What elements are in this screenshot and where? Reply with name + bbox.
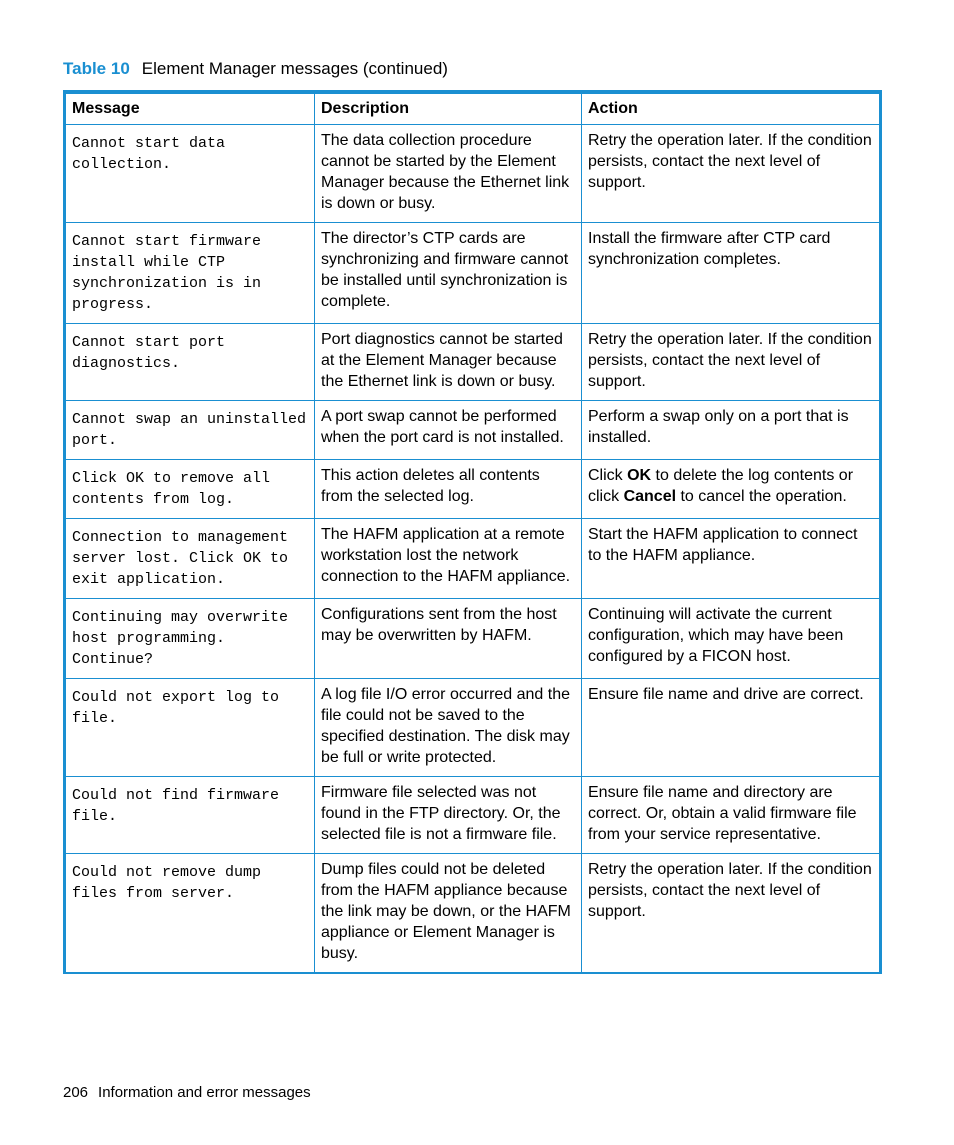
message-cell: Cannot start port diagnostics.	[65, 324, 315, 401]
column-header-message: Message	[65, 92, 315, 125]
table-row	[65, 460, 881, 519]
table-row	[65, 401, 881, 460]
action-cell: Continuing will activate the current configuration, which may have been configured by a FICON host.	[582, 599, 881, 679]
description-cell: The data collection procedure cannot be started by the Element Manager because the Ethernet link is down or busy.	[315, 125, 582, 223]
message-cell: Cannot swap an uninstalled port.	[65, 401, 315, 460]
table-title: Element Manager messages (continued)	[141, 59, 448, 78]
message-cell: Could not remove dump files from server.	[65, 854, 315, 974]
description-cell: Dump files could not be deleted from the HAFM appliance because the link may be down, or the HAFM appliance or Element Manager is busy.	[315, 854, 582, 974]
message-cell: Could not export log to file.	[65, 679, 315, 777]
message-cell: Cannot start data collection.	[65, 125, 315, 223]
description-cell: A port swap cannot be performed when the port card is not installed.	[315, 401, 582, 460]
description-cell: Port diagnostics cannot be started at the Element Manager because the Ethernet link is down or busy.	[315, 324, 582, 401]
page-number: 206	[63, 1084, 89, 1101]
description-cell: This action deletes all contents from the selected log.	[315, 460, 582, 519]
table-row	[65, 679, 881, 777]
ok-keyword: OK	[627, 467, 652, 484]
message-cell: Connection to management server lost. Click OK to exit application.	[65, 519, 315, 599]
action-cell	[582, 460, 881, 519]
table-number: Table 10	[63, 59, 130, 78]
table-row	[65, 125, 881, 223]
table-row	[65, 777, 881, 854]
description-cell: A log file I/O error occurred and the file could not be saved to the specified destination. The disk may be full or write protected.	[315, 679, 582, 777]
action-cell: Retry the operation later. If the condition persists, contact the next level of support.	[582, 854, 881, 974]
message-cell: Could not find firmware file.	[65, 777, 315, 854]
action-cell: Ensure file name and directory are correct. Or, obtain a valid firmware file from your service representative.	[582, 777, 881, 854]
action-cell: Retry the operation later. If the condition persists, contact the next level of support.	[582, 324, 881, 401]
action-text: to cancel the operation.	[676, 488, 847, 505]
action-cell: Retry the operation later. If the condition persists, contact the next level of support.	[582, 125, 881, 223]
action-cell: Ensure file name and drive are correct.	[582, 679, 881, 777]
action-cell: Start the HAFM application to connect to the HAFM appliance.	[582, 519, 881, 599]
description-cell: The HAFM application at a remote workstation lost the network connection to the HAFM appliance.	[315, 519, 582, 599]
message-cell: Click OK to remove all contents from log.	[65, 460, 315, 519]
action-cell: Install the firmware after CTP card synchronization completes.	[582, 223, 881, 324]
table-row	[65, 223, 881, 324]
page-footer	[63, 1083, 311, 1103]
column-header-action: Action	[582, 92, 881, 125]
action-cell: Perform a swap only on a port that is installed.	[582, 401, 881, 460]
table-caption	[63, 59, 448, 79]
table-row	[65, 599, 881, 679]
action-text: Click	[588, 467, 628, 484]
table-row	[65, 854, 881, 974]
description-cell: The director’s CTP cards are synchronizing and firmware cannot be installed until synchronization is complete.	[315, 223, 582, 324]
cancel-keyword: Cancel	[623, 488, 677, 505]
action-text: to delete the log contents or click	[588, 467, 854, 505]
table-row	[65, 324, 881, 401]
message-cell: Cannot start firmware install while CTP synchronization is in progress.	[65, 223, 315, 324]
description-cell: Firmware file selected was not found in the FTP directory. Or, the selected file is not a firmware file.	[315, 777, 582, 854]
table-header-row	[65, 92, 881, 125]
description-cell: Configurations sent from the host may be overwritten by HAFM.	[315, 599, 582, 679]
message-cell: Continuing may overwrite host programming. Continue?	[65, 599, 315, 679]
messages-table	[63, 90, 882, 974]
footer-section-title: Information and error messages	[98, 1084, 311, 1101]
table-row	[65, 519, 881, 599]
column-header-description: Description	[315, 92, 582, 125]
